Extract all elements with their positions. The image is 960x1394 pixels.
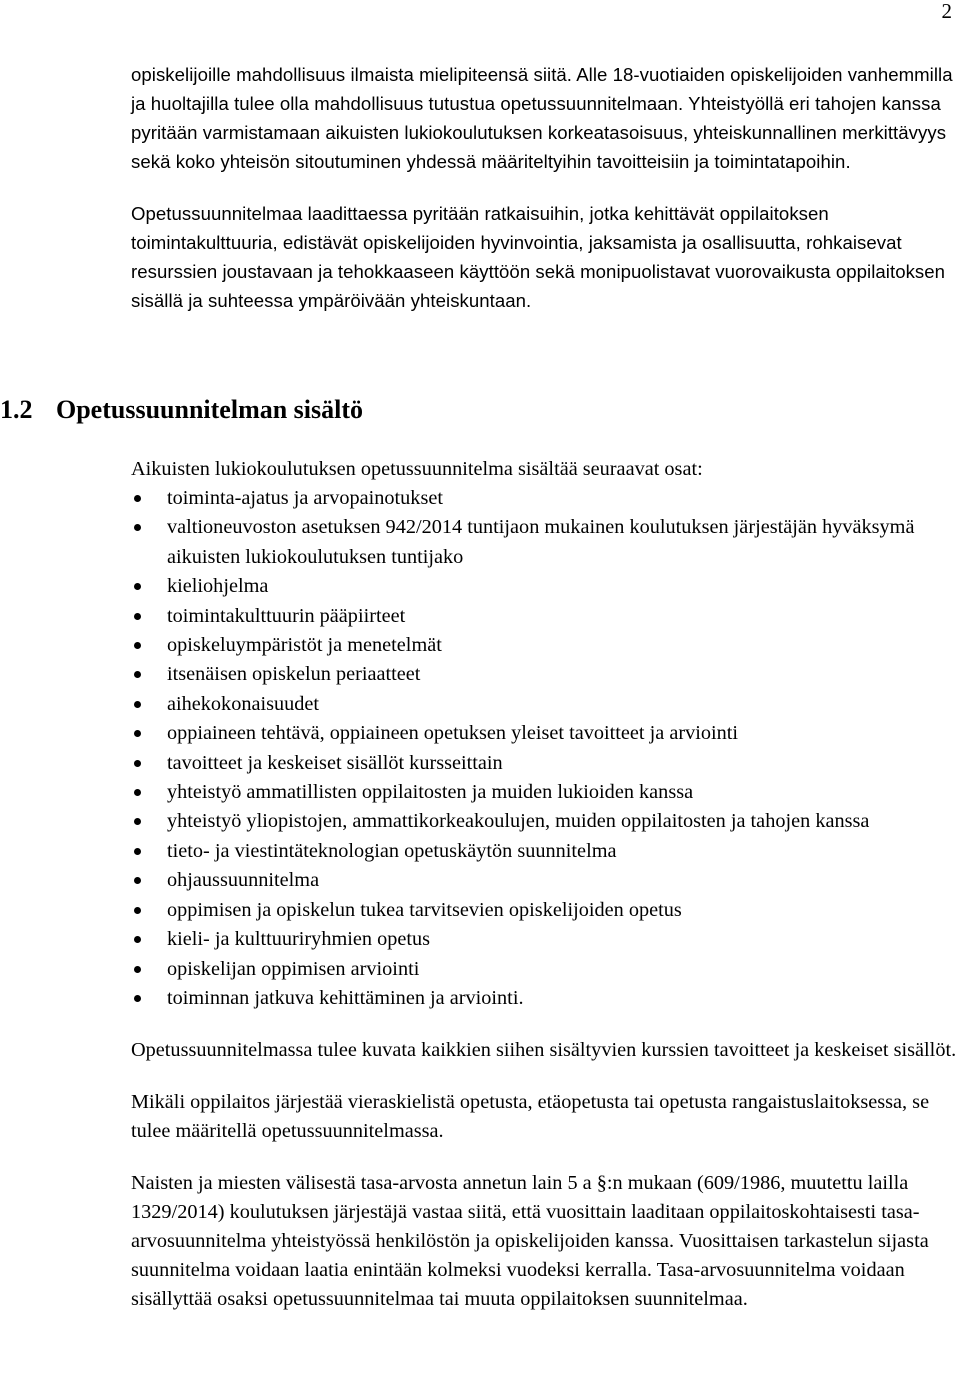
bullet-icon bbox=[134, 877, 141, 884]
list-item bbox=[131, 690, 957, 719]
bullet-icon bbox=[134, 760, 141, 767]
bullet-icon bbox=[134, 613, 141, 620]
paragraph-course-goals: Opetussuunnitelmassa tulee kuvata kaikkien siihen sisältyvien kurssien tavoitteet ja keskeiset sisällöt. bbox=[131, 1039, 957, 1062]
section-title: Opetussuunnitelman sisältö bbox=[56, 395, 364, 424]
list-item-text: kieli- ja kulttuuriryhmien opetus bbox=[167, 928, 431, 951]
list-item-text: aihekokonaisuudet bbox=[167, 692, 320, 715]
bullet-icon bbox=[134, 936, 141, 943]
list-item-text: toiminta-ajatus ja arvopainotukset bbox=[167, 487, 443, 509]
bullet-icon bbox=[134, 907, 141, 914]
list-item-text: yhteistyö yliopistojen, ammattikorkeakoulujen, muiden oppilaitosten ja tahojen kanssa bbox=[167, 810, 870, 833]
paragraph-equality: Naisten ja miesten välisestä tasa-arvosta annetun lain 5 a §:n mukaan (609/1986, muutettu lailla 1329/2014) koulutuksen järjestäjä vastaa siitä, että vuosittain laaditaan oppilaitoskohtaisesti tasa-arvosuunnitelma yhteistyössä henkilöstön ja opiskelijoiden kanssa. Vuosittaisen tarkastelun sijasta suunnitelma voidaan laatia enintään kolmeksi vuodeksi kerralla. Tasa-arvosuunnitelma voidaan sisällyttää osaksi opetussuunnitelmaa tai muuta oppilaitoksen suunnitelmaa. bbox=[131, 1172, 929, 1311]
bullet-icon bbox=[134, 495, 141, 502]
list-item bbox=[131, 984, 957, 1013]
bullet-icon bbox=[134, 789, 141, 796]
paragraph-foreign-language: Mikäli oppilaitos järjestää vieraskielistä opetusta, etäopetusta tai opetusta rangaistuslaitoksessa, se tulee määritellä opetussuunnitelmassa. bbox=[131, 1091, 930, 1143]
section-intro: Aikuisten lukiokoulutuksen opetussuunnitelma sisältää seuraavat osat: bbox=[131, 458, 703, 480]
page-number: 2 bbox=[941, 0, 952, 23]
bullet-icon bbox=[134, 966, 141, 973]
bullet-icon bbox=[134, 818, 141, 825]
list-item-text: opiskeluympäristöt ja menetelmät bbox=[167, 634, 442, 657]
list-item bbox=[131, 955, 957, 984]
list-item-text: itsenäisen opiskelun periaatteet bbox=[167, 663, 421, 686]
bullet-icon bbox=[134, 730, 141, 737]
bullet-icon bbox=[134, 671, 141, 678]
list-item bbox=[131, 837, 957, 866]
list-item-text: toimintakulttuurin pääpiirteet bbox=[167, 604, 406, 627]
list-item-text: toiminnan jatkuva kehittäminen ja arviointi. bbox=[167, 986, 524, 1009]
list-item-text: tavoitteet ja keskeiset sisällöt kursseittain bbox=[167, 751, 503, 774]
bullet-icon bbox=[134, 583, 141, 590]
list-item-text: yhteistyö ammatillisten oppilaitosten ja muiden lukioiden kanssa bbox=[167, 781, 694, 804]
paragraph-intro: opiskelijoille mahdollisuus ilmaista mielipiteensä siitä. Alle 18-vuotiaiden opiskelijoiden vanhemmilla ja huoltajilla tulee olla mahdollisuus tutustua opetussuunnitelmaan. Yhteistyöllä eri tahojen kanssa pyritään varmistamaan aikuisten lukiokoulutuksen korkeatasoisuus, yhteiskunnallinen merkittävyys sekä koko yhteisön sitoutuminen yhdessä määriteltyihin tavoitteisiin ja toimintatapoihin. bbox=[131, 64, 953, 172]
section-heading bbox=[0, 394, 800, 426]
list-item bbox=[131, 778, 957, 807]
list-item-text: kieliohjelma bbox=[167, 575, 269, 598]
list-item-text: valtioneuvoston asetuksen 942/2014 tuntijaon mukainen koulutuksen järjestäjän hyväksymä aikuisten lukiokoulutuksen tuntijako bbox=[167, 516, 915, 568]
list-item bbox=[131, 896, 957, 925]
list-item-text: tieto- ja viestintäteknologian opetuskäytön suunnitelma bbox=[167, 839, 617, 862]
list-item bbox=[131, 602, 957, 631]
document-body bbox=[131, 60, 957, 315]
bullet-icon bbox=[134, 995, 141, 1002]
list-item-text: oppimisen ja opiskelun tukea tarvitsevien opiskelijoiden opetus bbox=[167, 898, 682, 921]
bullet-icon bbox=[134, 642, 141, 649]
list-item bbox=[131, 719, 957, 748]
list-item bbox=[131, 807, 957, 836]
list-item-text: ohjaussuunnitelma bbox=[167, 869, 320, 892]
paragraph-curriculum-goals: Opetussuunnitelmaa laadittaessa pyritään ratkaisuihin, jotka kehittävät oppilaitoksen toimintakulttuuria, edistävät opiskelijoiden hyvinvointia, jaksamista ja osallisuutta, rohkaisevat resurssien joustavaan ja tehokkaaseen käyttöön sekä monipuolistavat vuorovaikusta oppilaitoksen sisällä ja suhteessa ympäröivään yhteiskuntaan. bbox=[131, 203, 946, 311]
list-item-text: oppiaineen tehtävä, oppiaineen opetuksen yleiset tavoitteet ja arviointi bbox=[167, 722, 739, 745]
list-item bbox=[131, 572, 957, 601]
list-item bbox=[131, 631, 957, 660]
list-item bbox=[131, 513, 957, 572]
section-body bbox=[131, 455, 957, 1314]
bullet-icon bbox=[134, 524, 141, 531]
list-item bbox=[131, 749, 957, 778]
bullet-icon bbox=[134, 701, 141, 708]
list-item bbox=[131, 925, 957, 954]
list-item bbox=[131, 484, 957, 513]
section-number: 1.2 bbox=[0, 395, 33, 424]
list-item bbox=[131, 866, 957, 895]
list-item-text: opiskelijan oppimisen arviointi bbox=[167, 957, 420, 980]
bullet-icon bbox=[134, 848, 141, 855]
content-list bbox=[131, 484, 957, 1013]
list-item bbox=[131, 660, 957, 689]
